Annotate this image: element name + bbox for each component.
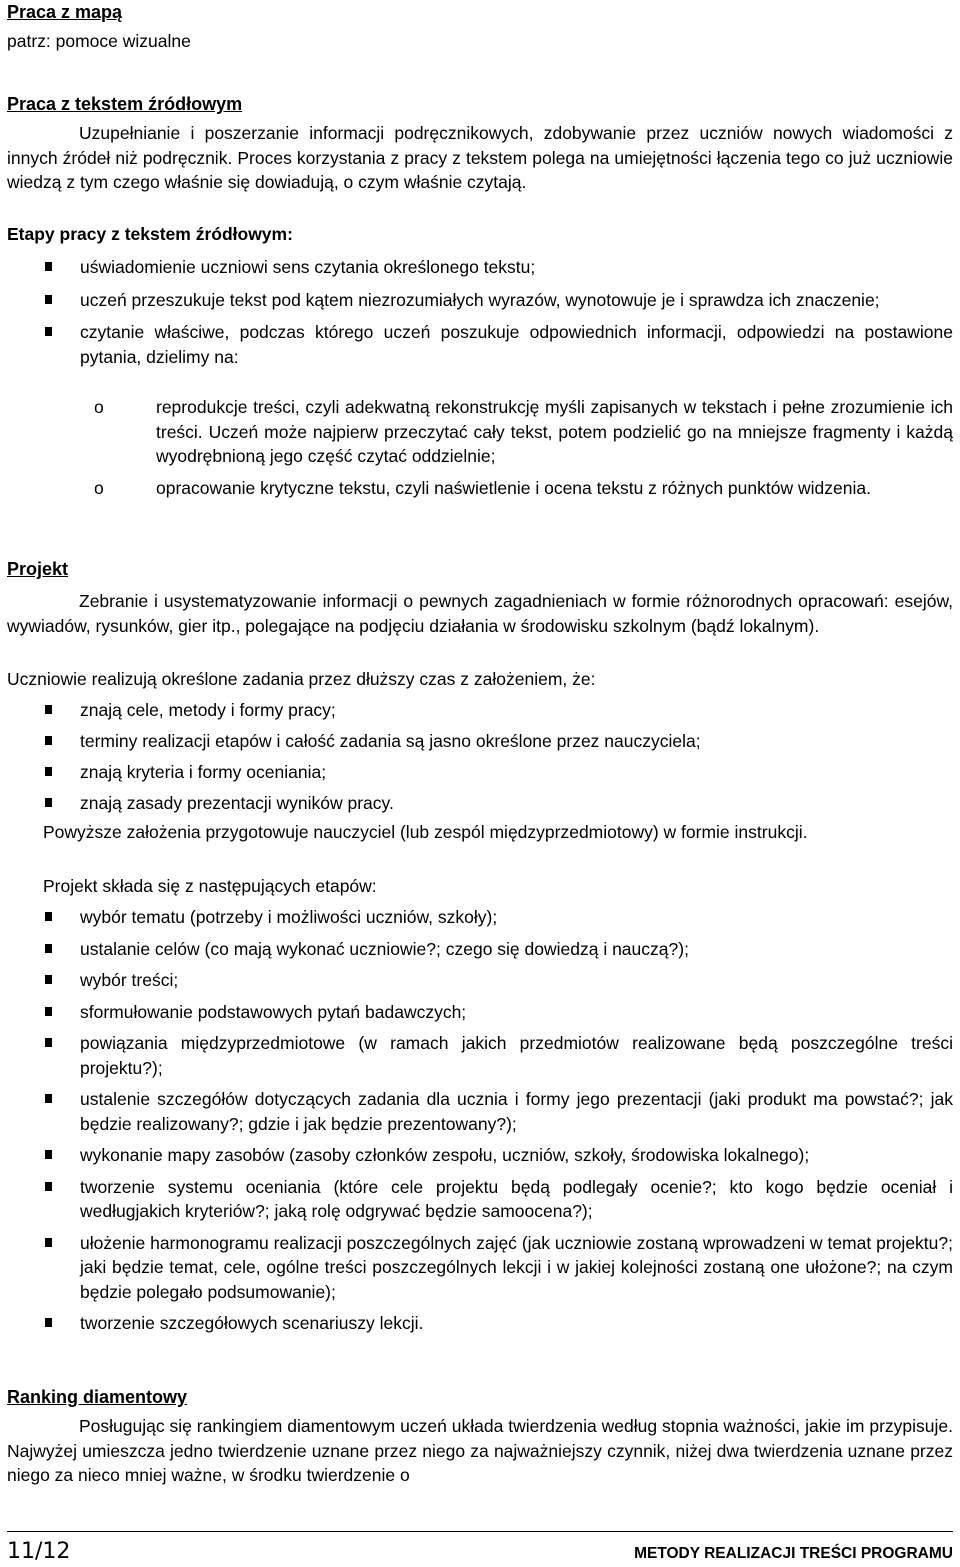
list-item: tworzenie systemu oceniania (które cele projektu będą podlegały ocenie?; kto kogo będzie oceniał i wedługjakich kryteriów?; jaką rolę odgrywać będzie samoocena?); [7, 1175, 953, 1224]
section-intro-praca-z-tekstem: Uzupełnianie i poszerzanie informacji podręcznikowych, zdobywanie przez uczniów nowych wiadomości z innych źródeł niż podręcznik. Proces korzystania z pracy z tekstem polega na umiejętności łączenia tego co już uczniowie wiedzą z tym czego właśnie się dowiadują, o czym właśnie czytają. [7, 123, 953, 192]
bullet-square-icon [45, 798, 52, 807]
bullet-square-icon [45, 295, 52, 304]
bullet-square-icon [45, 944, 52, 953]
projekt-para-2: Powyższe założenia przygotowuje nauczyciel (lub zespól międzyprzedmiotowy) w formie instrukcji. [43, 822, 808, 842]
bullet-square-icon [45, 327, 52, 336]
etapy-projektu-list [7, 905, 953, 1336]
list-item: sformułowanie podstawowych pytań badawczych; [7, 1000, 953, 1025]
section-title-praca-z-tekstem: Praca z tekstem źródłowym [7, 94, 243, 114]
section-title-projekt: Projekt [7, 559, 69, 579]
page-footer [0, 1531, 960, 1567]
footer-divider [7, 1531, 953, 1532]
list-item: znają cele, metody i formy pracy; [7, 698, 953, 723]
bullet-square-icon [45, 975, 52, 984]
bullet-square-icon [45, 1182, 52, 1191]
bullet-square-icon [45, 736, 52, 745]
section-intro-projekt: Zebranie i usystematyzowanie informacji o pewnych zagadnieniach w formie różnorodnych opracowań: esejów, wywiadów, rysunków, gier itp., polegające na podjęciu działania w środowisku szkolnym (bądź lokalnym). [7, 591, 953, 636]
list-item: ustalenie szczegółów dotyczących zadania dla ucznia i formy jego prezentacji (jaki produkt ma powstać?; jak będzie realizowany?; gdzie i jak będzie prezentowany?); [7, 1087, 953, 1136]
bullet-square-icon [45, 1007, 52, 1016]
projekt-lead-1: Uczniowie realizują określone zadania przez dłuższy czas z założeniem, że: [7, 669, 596, 689]
list-item: ustalanie celów (co mają wykonać uczniowie?; czego się dowiedzą i nauczą?); [7, 937, 953, 962]
bullet-circle-icon: o [94, 397, 104, 417]
list-item: czytanie właściwe, podczas którego uczeń poszukuje odpowiednich informacji, odpowiedzi na postawione pytania, dzielimy na: [7, 320, 953, 369]
list-item: o opracowanie krytyczne tekstu, czyli naświetlenie i ocena tekstu z różnych punktów widzenia. [80, 476, 953, 501]
czytanie-sublist [80, 395, 953, 500]
bullet-square-icon [45, 262, 52, 271]
section-text-ranking-diamentowy: Posługując się rankingiem diamentowym uczeń układa twierdzenia według stopnia ważności, jakie im przypisuje. Najwyżej umieszcza jedno twierdzenie uznane przez niego za najważniejszy czynnik, niżej dwa twierdzenia uznane przez niego za nieco mniej ważne, w środku twierdzenie o [7, 1416, 953, 1485]
list-item: tworzenie szczegółowych scenariuszy lekcji. [7, 1311, 953, 1336]
list-item: wybór treści; [7, 968, 953, 993]
list-item: terminy realizacji etapów i całość zadania są jasno określone przez nauczyciela; [7, 729, 953, 754]
list-item: powiązania międzyprzedmiotowe (w ramach jakich przedmiotów realizowane będą poszczególne treści projektu?); [7, 1031, 953, 1080]
list-item: o reprodukcje treści, czyli adekwatną rekonstrukcję myśli zapisanych w tekstach i pełne zrozumienie ich treści. Uczeń może najpierw przeczytać cały tekst, potem podzielić go na mniejsze fragmenty i każdą wyodrębnioną jego część czytać oddzielnie; [94, 397, 953, 466]
zalozenia-list [7, 698, 953, 816]
list-item: wybór tematu (potrzeby i możliwości uczniów, szkoły); [7, 905, 953, 930]
bullet-square-icon [45, 1150, 52, 1159]
bullet-square-icon [45, 1038, 52, 1047]
section-title-ranking-diamentowy: Ranking diamentowy [7, 1387, 188, 1407]
footer-title: METODY REALIZACJI TREŚCI PROGRAMU [634, 1545, 953, 1562]
list-item: znają kryteria i formy oceniania; [7, 760, 953, 785]
bullet-circle-icon: o [94, 477, 104, 498]
list-item: znają zasady prezentacji wyników pracy. [7, 791, 953, 816]
etapy-list [7, 255, 953, 369]
list-item: uświadomienie uczniowi sens czytania określonego tekstu; [7, 255, 953, 280]
bullet-square-icon [45, 1238, 52, 1247]
section-title-praca-z-mapa: Praca z mapą [7, 2, 123, 22]
bullet-square-icon [45, 1318, 52, 1327]
list-item: ułożenie harmonogramu realizacji poszczególnych zajęć (jak uczniowie zostaną wprowadzeni w temat projektu?; jaki będzie temat, cele, ogólne treści poszczególnych lekcji i w jakiej kolejności zostaną one ułożone?; na czym będzie polegało podsumowanie); [7, 1231, 953, 1305]
bullet-square-icon [45, 1094, 52, 1103]
list-item: uczeń przeszukuje tekst pod kątem niezrozumiałych wyrazów, wynotowuje je i sprawdza ich znaczenie; [7, 288, 953, 313]
section-text-praca-z-mapa: patrz: pomoce wizualne [7, 31, 191, 51]
page-number: 11/12 [7, 1539, 71, 1564]
bullet-square-icon [45, 705, 52, 714]
section-subtitle-etapy: Etapy pracy z tekstem źródłowym: [7, 224, 293, 244]
bullet-square-icon [45, 912, 52, 921]
list-item: wykonanie mapy zasobów (zasoby członków zespołu, uczniów, szkoły, środowiska lokalnego); [7, 1143, 953, 1168]
bullet-square-icon [45, 767, 52, 776]
projekt-lead-2: Projekt składa się z następujących etapów: [43, 876, 377, 896]
